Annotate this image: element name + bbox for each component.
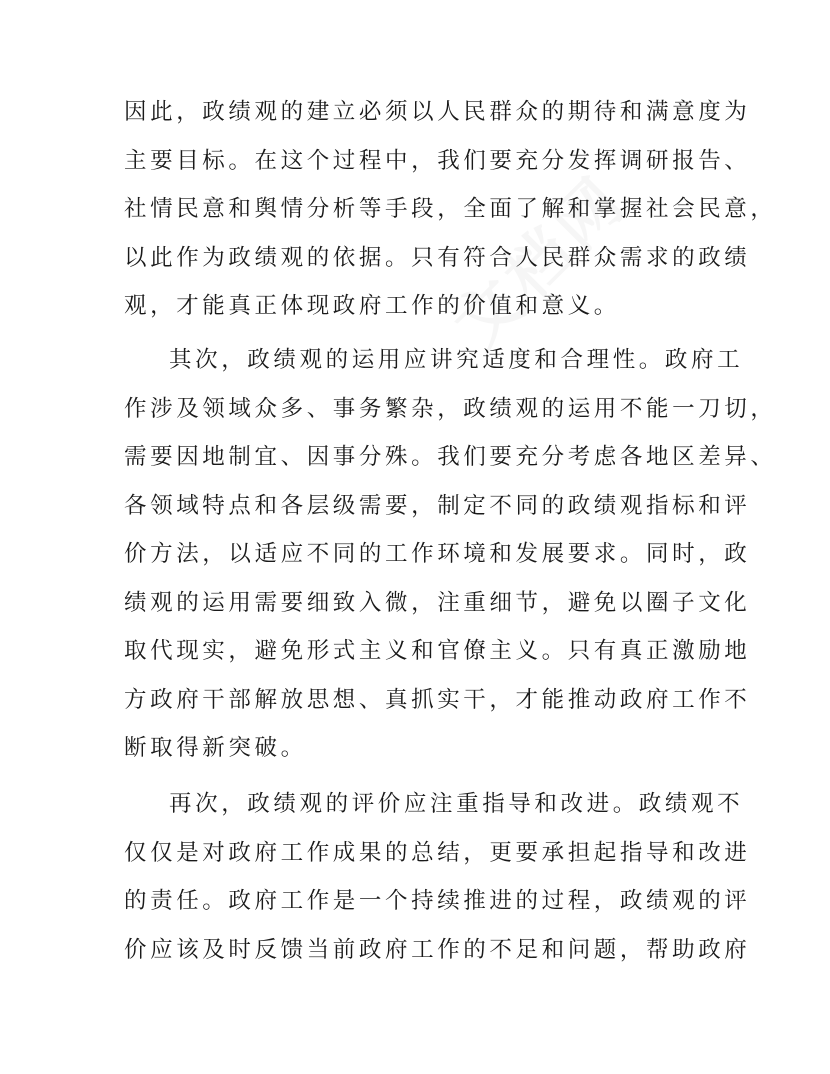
paragraph-line: 绩观的运用需要细致入微，注重细节，避免以圈子文化 [124, 589, 751, 616]
paragraph-line: 各领域特点和各层级需要，制定不同的政绩观指标和评 [124, 492, 751, 519]
paragraph-line: 仅仅是对政府工作成果的总结，更要承担起指导和改进 [124, 839, 751, 866]
paragraph-line: 社情民意和舆情分析等手段，全面了解和掌握社会民意， [124, 196, 777, 222]
paragraph-line: 观，才能真正体现政府工作的价值和意义。 [124, 293, 620, 319]
paragraph-line: 以此作为政绩观的依据。只有符合人民群众需求的政绩 [124, 244, 751, 271]
paragraph-line: 的责任。政府工作是一个持续推进的过程，政绩观的评 [124, 888, 751, 914]
paragraph-line: 因此，政绩观的建立必须以人民群众的期待和满意度为 [124, 99, 751, 125]
paragraph-2 [124, 336, 777, 773]
paragraph-3 [124, 780, 751, 974]
paragraph-line: 其次，政绩观的运用应讲究适度和合理性。政府工 [169, 347, 744, 373]
paragraph-line: 方政府干部解放思想、真抓实干，才能推动政府工作不 [124, 686, 751, 713]
paragraph-line: 价方法，以适应不同的工作环境和发展要求。同时，政 [124, 541, 751, 567]
paragraph-line: 取代现实，避免形式主义和官僚主义。只有真正激励地 [124, 638, 751, 664]
paragraph-line: 需要因地制宜、因事分殊。我们要充分考虑各地区差异、 [124, 444, 777, 470]
paragraph-line: 价应该及时反馈当前政府工作的不足和问题，帮助政府 [124, 936, 751, 963]
paragraph-1 [124, 88, 777, 331]
paragraph-line: 作涉及领域众多、事务繁杂，政绩观的运用不能一刀切， [124, 395, 777, 422]
paragraph-line: 断取得新突破。 [124, 735, 307, 761]
paragraph-line: 主要目标。在这个过程中，我们要充分发挥调研报告、 [124, 147, 751, 174]
paragraph-line: 再次，政绩观的评价应注重指导和改进。政绩观不 [169, 791, 744, 817]
